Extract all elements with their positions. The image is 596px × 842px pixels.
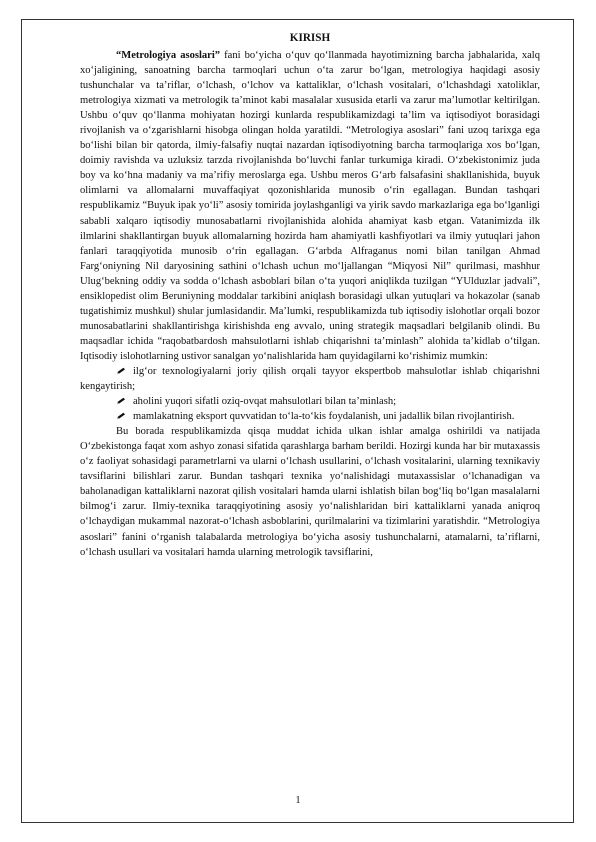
course-name: “Metrologiya asoslari” — [116, 50, 221, 61]
list-item — [80, 394, 540, 409]
closing-paragraph: Bu borada respublikamizda qisqa muddat ichida ulkan ishlar amalga oshirildi va natijada O‘zbekistonga faqat xom ashyo zonasi sifatida qarashlarga barham berildi. Hozirgi kunda har bir mutaxassis o‘z faoliyat sohasidagi parametrlarni va ularni o‘lchash usullarini, o‘lchash vositalarini, ularning texnikaviy tavsiflarini bilishlari zarur. Bundan tashqari texnika yo‘nalishidagi mutaxassislar o‘lchanadigan va baholanadigan kattaliklarni nazorat qilish vositalari hamda ularni ishlatish bilan bog‘liq bo‘lgan masalalarni bilmog‘i zarur. Ilmiy-texnika taraqqiyotining asosiy yo‘nalishlaridan biri kattaliklarni yanada aniqroq o‘lchaydigan mukammal nazorat-o‘lchash asboblarini, qurilmalarini va tizimlarini yaratishdir. “Metrologiya asoslari” fanini o‘rganish talabalarda metrologiya bo‘yicha asosiy tushunchalarni, atamalarni, ta’riflarni, o‘lchash usullari va vositalari hamda ularning metrologik tavsiflarini, — [80, 426, 540, 558]
list-item — [80, 409, 540, 424]
list-item-text: ilg‘or texnologiyalarni joriy qilish orqali tayyor ekspertbob mahsulotlar ishlab chiqarishni kengaytirish; — [80, 365, 540, 393]
list-item-text: mamlakatning eksport quvvatidan to‘la-to‘kis foydalanish, uni jadallik bilan rivojlantirish. — [133, 411, 515, 423]
page-number: 1 — [295, 795, 301, 806]
pencil-icon — [116, 394, 127, 409]
page-title: KIRISH — [289, 32, 331, 44]
intro-paragraph — [80, 48, 540, 364]
pencil-icon — [116, 364, 127, 379]
document-body — [80, 48, 540, 560]
list-item — [80, 364, 540, 394]
intro-text: fani bo‘yicha o‘quv qo‘llanmada hayotimizning barcha jabhalarida, xalq xo‘jaligining, sanoatning barcha tarmoqlari uchun o‘ta zarur bo‘lgan, metrologiya haqidagi asosiy tushunchalar va ta’riflar, o‘lchash, o‘lchov va kattaliklar, o‘lchash vositalari, o‘lchashdagi xatoliklar, metrologiya xizmati va metrologik ta’minot kabi masalalar xususida etarli va zarur ma’lumotlar keltirilgan. Ushbu o‘quv qo‘llanma mohiyatan hozirgi kunlarda respublikamizdagi ta’lim va iqtisodiyot borasidagi rivojlanish va o‘zgarishlarni hisobga olingan holda yaratildi. “Metrologiya asoslari” fani uzoq tarixga ega bo‘lishi bilan bir qatorda, ilmiy-falsafiy nuqtai nazardan iqtisodiyotning barcha tarmoqlariga xos bo‘lgan, doimiy ravishda va uzluksiz tarzda rivojlanishda bo‘luvchi fanlar turkumiga kiradi. O‘zbekistonimiz juda boy va ko‘hna madaniy va ma’rifiy meroslarga ega. Ushbu meros G‘arb falsafasini shakllanishida, buyuk olimlarni va allomalarni muvaffaqiyat qozonishlarida munosib o‘rin egallagan. Bundan tashqari respublikamiz “Buyuk ipak yo‘li” asosiy tomirida joylashganligi va yirik savdo markazlariga ega bo‘lganligi sababli xalqaro iqtisodiy munosabatlarni rivojlanishida alohida ahamiyat kasb etgan. Vatanimizda ilk ilmlarini shakllantirgan buyuk allomalarning hozirda ham ahamiyatli kashfiyotlari va ilmiy yutuqlari jahon fanlari taraqqiyotida munosib o‘rin egallagan. G‘arbda Alfraganus nomi bilan tanilgan Ahmad Farg‘oniyning Nil daryosining sathini o‘lchash uchun mo‘ljallangan “Miqyosi Nil” qurilmasi, mashhur Ulug‘bekning oddiy va sodda o‘lchash asboblari bilan o‘ta yuqori aniqlikda tuzilgan “YUlduzlar jadvali”, ensiklopedist olim Beruniyning moddalar tarkibini aniqlash borasidagi ulkan yutuqlari va hokazolar (sanab tugatishimiz mushkul) shular jumlasidandir. Ma’lumki, respublikamizda tub iqtisodiy islohotlar orqali bozor munosabatlarini shakllantirishga kirishishda eng avvalo, uning strategik maqsadlari belgilanib olindi. Bu maqsadlar ichida “raqobatbardosh mahsulotlarni ishlab chiqarishni ta’minlash” alohida ta’kidlab o‘tilgan. Iqtisodiy islohotlarning ustivor sanalgan yo‘nalishlarida ham quyidagilarni ko‘rishimiz mumkin: — [80, 50, 541, 362]
pencil-icon — [116, 409, 127, 424]
page-content — [80, 28, 540, 560]
list-item-text: aholini yuqori sifatli oziq-ovqat mahsulotlari bilan ta’minlash; — [133, 396, 397, 408]
